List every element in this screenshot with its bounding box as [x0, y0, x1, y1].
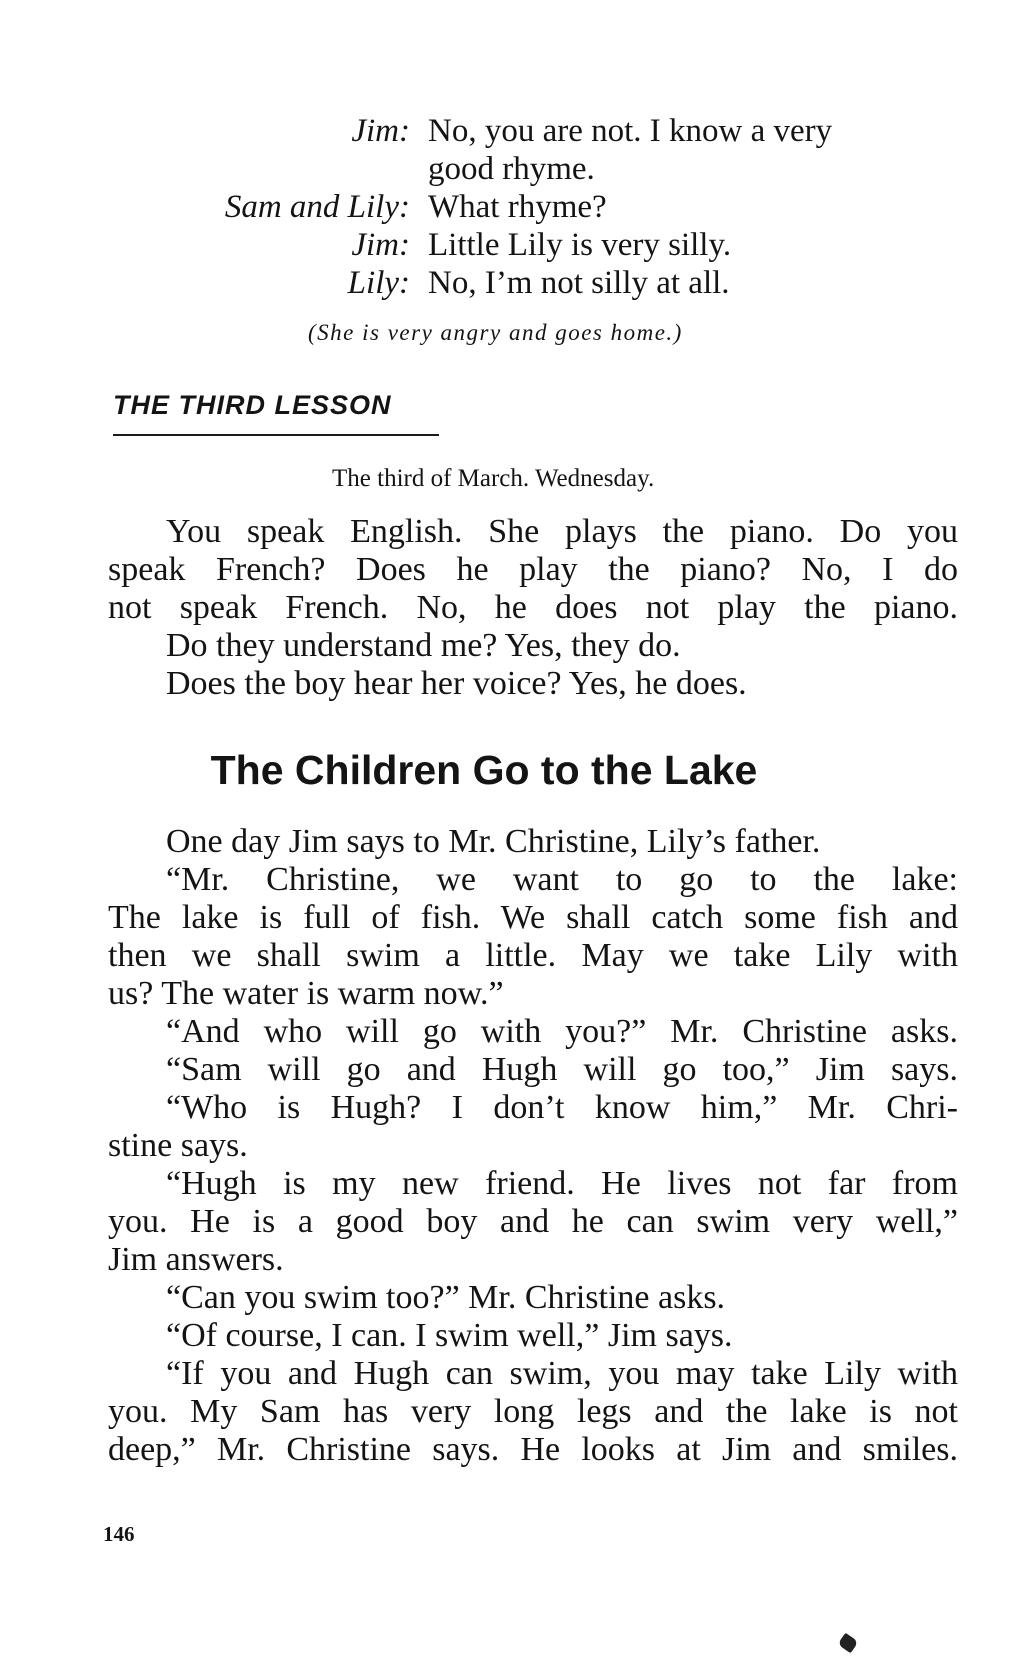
text-line: “Of course, I can. I swim well,” Jim says.	[166, 1317, 733, 1354]
text-line: “Mr. Christine, we want to go to the lake:	[166, 861, 958, 898]
text-line: “If you and Hugh can swim, you may take Lily with	[166, 1355, 958, 1392]
speaker-label: Jim:	[351, 113, 410, 149]
dialogue-line	[150, 226, 970, 264]
speech-text: No, I’m not silly at all.	[428, 265, 730, 301]
story-title-text: The Children Go to the Lake	[210, 747, 758, 793]
speaker-label: Lily:	[347, 265, 410, 301]
page-number: 146	[103, 1522, 135, 1546]
lesson-paragraph	[108, 513, 958, 703]
text-line: Do they understand me? Yes, they do.	[166, 627, 681, 664]
text-line: Jim answers.	[108, 1241, 284, 1278]
text-line: you. He is a good boy and he can swim very well,”	[108, 1203, 958, 1240]
text-line: Does the boy hear her voice? Yes, he does.	[166, 665, 747, 702]
speech-text: good rhyme.	[428, 151, 595, 187]
dialogue-line	[150, 112, 970, 150]
dialogue-block	[150, 112, 970, 302]
ink-smudge	[837, 1633, 858, 1654]
text-line: deep,” Mr. Christine says. He looks at Jim and smiles.	[108, 1431, 958, 1468]
text-line: stine says.	[108, 1127, 248, 1164]
dialogue-line	[150, 188, 970, 226]
text-line: The lake is full of fish. We shall catch some fish and	[108, 899, 958, 936]
lesson-heading: THE THIRD LESSON	[113, 390, 392, 420]
text-line: You speak English. She plays the piano. Do you	[166, 513, 958, 550]
speech-text: What rhyme?	[428, 189, 607, 225]
text-line: you. My Sam has very long legs and the lake is not	[108, 1393, 958, 1430]
text-line: “Who is Hugh? I don’t know him,” Mr. Chri-	[166, 1089, 958, 1126]
dialogue-line	[150, 150, 970, 188]
text-line: “Sam will go and Hugh will go too,” Jim says.	[166, 1051, 958, 1088]
speaker-label: Sam and Lily:	[224, 189, 410, 225]
dialogue-line	[150, 264, 970, 302]
lesson-date: The third of March. Wednesday.	[332, 465, 655, 492]
speaker-label: Jim:	[351, 227, 410, 263]
text-line: “And who will go with you?” Mr. Christine asks.	[166, 1013, 958, 1050]
text-line: then we shall swim a little. May we take Lily with	[108, 937, 958, 974]
heading-underline	[113, 434, 439, 436]
speech-text: Little Lily is very silly.	[428, 227, 732, 263]
text-line: “Can you swim too?” Mr. Christine asks.	[166, 1279, 726, 1316]
text-line: “Hugh is my new friend. He lives not far from	[166, 1165, 958, 1202]
text-line: One day Jim says to Mr. Christine, Lily’s father.	[166, 823, 821, 860]
story-text	[108, 823, 958, 1469]
text-line: not speak French. No, he does not play the piano.	[108, 589, 958, 626]
stage-direction: (She is very angry and goes home.)	[308, 320, 683, 345]
story-title	[0, 747, 1024, 794]
speech-text: No, you are not. I know a very	[428, 113, 833, 149]
text-line: speak French? Does he play the piano? No, I do	[108, 551, 958, 588]
text-line: us? The water is warm now.”	[108, 975, 504, 1012]
